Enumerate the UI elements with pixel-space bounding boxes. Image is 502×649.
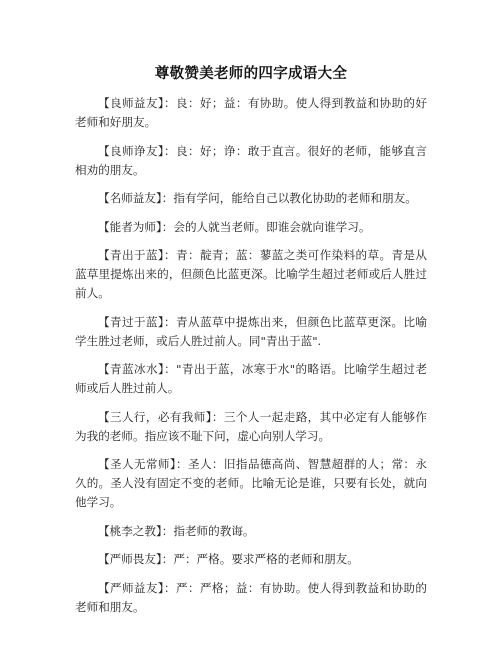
idiom-entry <box>75 142 427 180</box>
idiom-term: 【名师益友】 <box>98 191 162 205</box>
idiom-definition: ：严：严格；益：有协助。使人得到教益和协助的老师和朋友。 <box>75 580 427 614</box>
idiom-entry <box>75 246 427 303</box>
idiom-definition: ：圣人：旧指品德高尚、智慧超群的人；常：永久的。圣人没有固定不变的老师。比喻无论是谁，只要有长处，就向他学习。 <box>75 457 427 509</box>
idiom-definition: ：良：好；诤：敢于直言。很好的老师，能够直言相劝的朋友。 <box>75 143 427 177</box>
idiom-term: 【桃李之教】 <box>98 523 162 538</box>
idiom-entry <box>75 579 427 617</box>
idiom-term: 【良师益友】 <box>98 96 165 110</box>
idiom-term: 【圣人无常师】 <box>98 457 176 471</box>
idiom-entry <box>75 218 427 237</box>
idiom-definition: ：严：严格。要求严格的老师和朋友。 <box>161 552 359 566</box>
idiom-entry <box>75 550 427 569</box>
idiom-definition: ：指有学问，能给自己以教化协助的老师和朋友。 <box>161 191 417 205</box>
idiom-definition: ：会的人就当老师。即谁会就向谁学习。 <box>161 219 371 234</box>
idiom-definition: ：三个人一起走路，其中必定有人能够作为我的老师。指应该不耻下问，虚心向别人学习。 <box>75 409 427 443</box>
idiom-term: 【青出于蓝】 <box>98 248 165 262</box>
idiom-entry <box>75 360 427 398</box>
idiom-term: 【能者为师】 <box>98 219 162 234</box>
idiom-definition: ："青出于蓝，冰寒于水"的略语。比喻学生超过老师或后人胜过前人。 <box>75 362 427 395</box>
idiom-definition: ：青：靛青；蓝：蓼蓝之类可作染料的草。青是从蓝草里提炼出来的，但颜色比蓝更深。比喻学生超过老师或后人胜过前人。 <box>75 248 427 300</box>
idiom-term: 【青过于蓝】 <box>98 314 165 329</box>
idiom-entry <box>75 522 427 541</box>
idiom-term: 【良师诤友】 <box>98 143 165 158</box>
idiom-term: 【严师益友】 <box>98 580 165 595</box>
document-title: 尊敬赞美老师的四字成语大全 <box>154 65 348 82</box>
idiom-term: 【青蓝冰水】 <box>98 362 165 376</box>
entry-list <box>75 94 427 626</box>
idiom-entry <box>75 455 427 512</box>
idiom-term: 【三人行，必有我师】 <box>98 409 212 424</box>
idiom-term: 【严师畏友】 <box>98 552 162 566</box>
idiom-definition: ：青从蓝草中提炼出来，但颜色比蓝草更深。比喻学生胜过老师，或后人胜过前人。同"青出于蓝". <box>75 314 427 348</box>
idiom-entry <box>75 313 427 351</box>
idiom-entry <box>75 94 427 132</box>
idiom-entry <box>75 408 427 446</box>
idiom-definition: ：指老师的教诲。 <box>161 523 255 538</box>
idiom-entry <box>75 189 427 208</box>
idiom-definition: ：良：好；益：有协助。使人得到教益和协助的好老师和好朋友。 <box>75 96 427 129</box>
